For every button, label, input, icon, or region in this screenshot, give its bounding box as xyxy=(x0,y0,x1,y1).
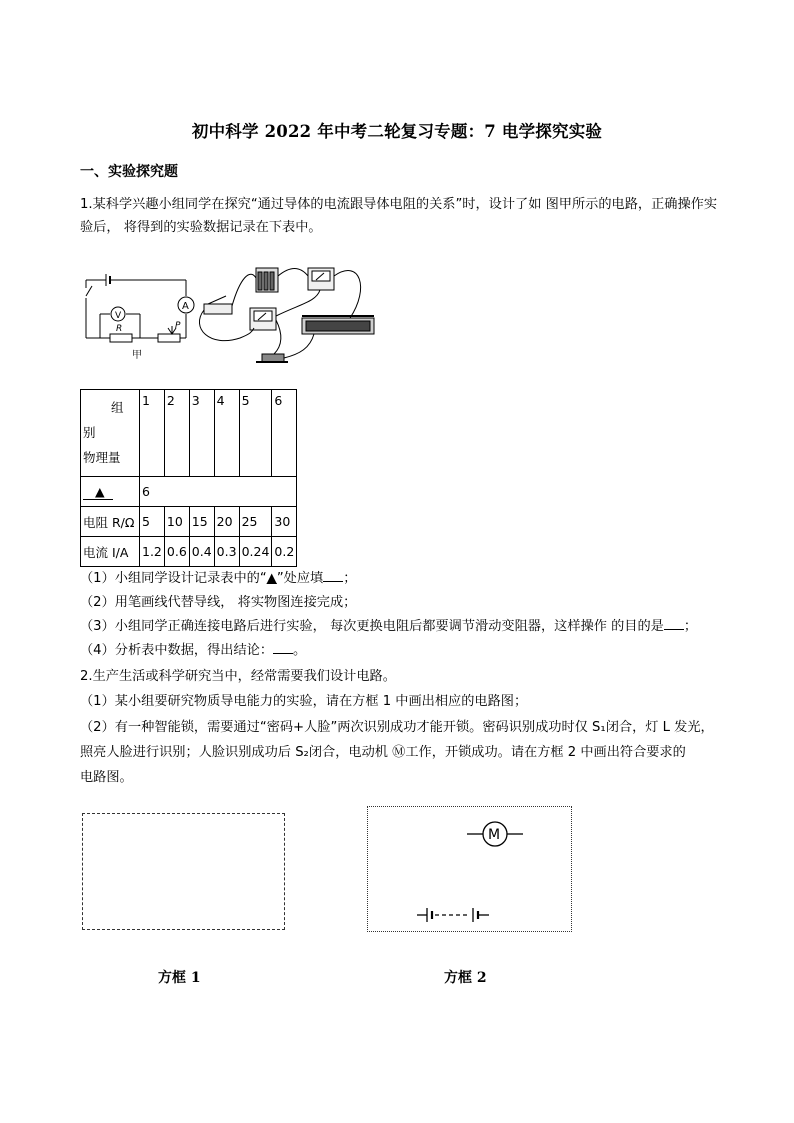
group-number: 2 xyxy=(164,390,189,477)
table-cell: 30 xyxy=(272,507,297,537)
answer-blank[interactable] xyxy=(273,641,293,654)
box-2-components xyxy=(367,806,572,932)
answer-blank[interactable] xyxy=(664,617,684,630)
group-number: 4 xyxy=(214,390,239,477)
table-cell: 10 xyxy=(164,507,189,537)
question-2-part-2-line-2: 照亮人脸进行识别；人脸识别成功后 S₂闭合，电动机 Ⓜ工作，开锁成功。请在方框 2 中画出符合要求的 xyxy=(80,745,686,760)
question-2-part-2-line-3: 电路图。 xyxy=(80,770,133,785)
question-1-part-4: （4）分析表中数据，得出结论： 。 xyxy=(80,643,307,658)
ammeter-label: A xyxy=(182,301,189,312)
table-cell: 5 xyxy=(140,507,165,537)
page-title: 初中科学 2022 年中考二轮复习专题：7 电学探究实验 xyxy=(191,122,603,141)
table-cell: 1.2 xyxy=(140,537,165,567)
table-cell: 25 xyxy=(239,507,272,537)
table-cell: 15 xyxy=(189,507,214,537)
section-heading: 一、实验探究题 xyxy=(80,164,178,180)
question-1-text: 1.某科学兴趣小组同学在探究“通过导体的电流跟导体电阻的关系”时，设计了如 图甲所示的电路，正确操作实验后， 将得到的实验数据记录在下表中。 xyxy=(80,197,718,235)
box-2-caption: 方框 2 xyxy=(444,970,487,986)
answer-blank[interactable] xyxy=(323,569,343,582)
figure-caption: 甲 xyxy=(132,350,142,361)
question-1-part-1: （1）小组同学设计记录表中的“▲”处应填 ； xyxy=(80,571,357,586)
question-2-part-2-line-1: （2）有一种智能锁，需要通过“密码+人脸”两次识别成功才能开锁。密码识别成功时仅 S₁闭合，灯 L 发光， xyxy=(80,720,714,735)
group-number: 3 xyxy=(189,390,214,477)
question-2-part-1: （1）某小组要研究物质导电能力的实验，请在方框 1 中画出相应的电路图； xyxy=(80,694,528,709)
header-quantity-label: 物理量 xyxy=(83,450,121,465)
motor-symbol: M xyxy=(488,827,501,843)
table-cell: 0.4 xyxy=(189,537,214,567)
table-row-label xyxy=(81,477,140,507)
question-1-part-2: （2）用笔画线代替导线， 将实物图连接完成； xyxy=(80,595,357,610)
data-table xyxy=(80,389,297,567)
circuit-figure xyxy=(80,258,380,370)
table-cell: 20 xyxy=(214,507,239,537)
table-header-cell xyxy=(81,390,140,477)
box-1-caption: 方框 1 xyxy=(158,970,201,986)
question-2-text: 2.生产生活或科学研究当中，经常需要我们设计电路。 xyxy=(80,669,396,684)
table-cell: 0.6 xyxy=(164,537,189,567)
resistor-label: R xyxy=(116,324,123,334)
group-number: 5 xyxy=(239,390,272,477)
blank-quantity-field[interactable]: ▲ xyxy=(83,485,113,500)
group-number: 1 xyxy=(140,390,165,477)
table-cell: 0.24 xyxy=(239,537,272,567)
table-cell: 6 xyxy=(140,477,297,507)
header-separator-label: 别 xyxy=(83,425,96,440)
group-number: 6 xyxy=(272,390,297,477)
question-1-part-3: （3）小组同学正确连接电路后进行实验， 每次更换电阻后都要调节滑动变阻器，这样操作 的目的是 ； xyxy=(80,619,698,634)
table-row-label: 电流 I/A xyxy=(81,537,140,567)
drawing-box-1[interactable] xyxy=(82,813,285,930)
triangle-mark: ▲ xyxy=(266,571,277,586)
table-row-label: 电阻 R/Ω xyxy=(81,507,140,537)
voltmeter-label: V xyxy=(115,311,122,321)
table-cell: 0.3 xyxy=(214,537,239,567)
table-cell: 0.2 xyxy=(272,537,297,567)
slider-label: P xyxy=(175,321,181,331)
header-group-label: 组 xyxy=(111,400,124,415)
